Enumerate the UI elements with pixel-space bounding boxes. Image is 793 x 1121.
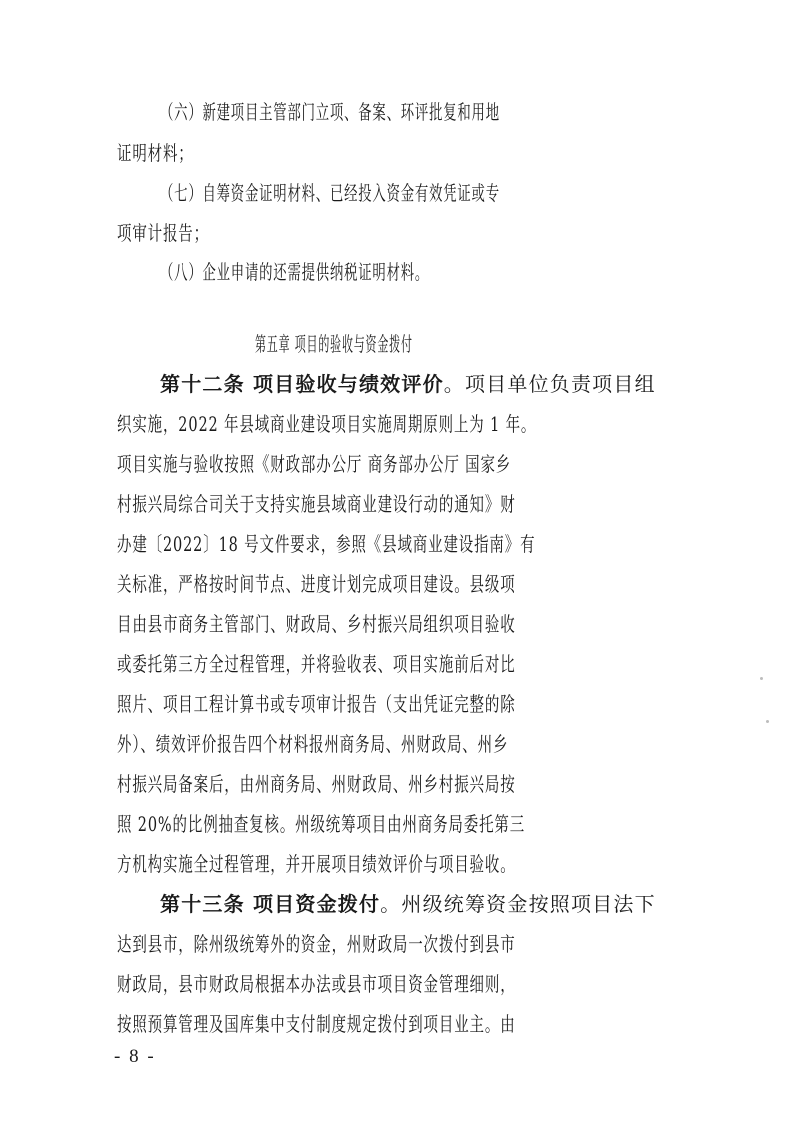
article-12-text: 村振兴局备案后，由州商务局、州财政局、州乡村振兴局按 xyxy=(117,772,516,796)
article-12-line-1 xyxy=(0,367,793,401)
article-12-line xyxy=(32,647,690,681)
article-12-line xyxy=(32,527,690,561)
item-7-text: （七）自筹资金证明材料、已经投入资金有效凭证或专 xyxy=(160,181,500,205)
article-12-text: 照片、项目工程计算书或专项审计报告（支出凭证完整的除 xyxy=(117,692,516,716)
article-13-line xyxy=(32,967,690,1001)
scan-speck xyxy=(766,720,769,723)
article-12-text: 村振兴局综合司关于支持实施县域商业建设行动的通知》财 xyxy=(117,492,516,516)
article-12-line xyxy=(32,807,690,841)
article-13-first-text: 。州级统筹资金按照项目法下 xyxy=(380,892,656,916)
item-6-line-2 xyxy=(32,136,690,170)
article-12-text: 照 20%的比例抽查复核。州级统筹项目由州商务局委托第三 xyxy=(117,812,526,836)
article-13-text: 财政局，县市财政局根据本办法或县市项目资金管理细则， xyxy=(117,972,516,996)
chapter-title xyxy=(115,327,690,361)
article-12-text: 或委托第三方全过程管理，并将验收表、项目实施前后对比 xyxy=(117,652,516,676)
item-6-text-cont: 证明材料； xyxy=(117,141,194,165)
page-number: - 8 - xyxy=(114,1046,156,1067)
article-12-line xyxy=(32,447,690,481)
article-12-line xyxy=(32,407,690,441)
article-13-text: 达到县市，除州级统筹外的资金，州财政局一次拨付到县市 xyxy=(117,932,516,956)
article-12-text: 关标准，严格按时间节点、进度计划完成项目建设。县级项 xyxy=(117,572,516,596)
chapter-title-text: 第五章 项目的验收与资金拨付 xyxy=(255,332,413,356)
article-13-label: 第十三条 项目资金拨付 xyxy=(160,892,381,916)
item-8-line-1 xyxy=(53,255,690,289)
item-8-text: （八）企业申请的还需提供纳税证明材料。 xyxy=(160,260,430,284)
article-13-line xyxy=(32,1007,690,1041)
article-13-line-1 xyxy=(0,887,793,921)
scan-speck xyxy=(760,677,763,680)
article-12-text: 织实施，2022 年县域商业建设项目实施周期原则上为 1 年。 xyxy=(117,412,537,436)
article-13-text: 按照预算管理及国库集中支付制度规定拨付到项目业主。由 xyxy=(117,1012,516,1036)
article-12-line xyxy=(32,687,690,721)
article-12-line xyxy=(32,847,690,881)
item-7-text-cont: 项审计报告； xyxy=(117,221,209,245)
article-12-line xyxy=(32,487,690,521)
article-12-text: 办建〔2022〕18 号文件要求，参照《县域商业建设指南》有 xyxy=(117,532,536,556)
item-6-text: （六）新建项目主管部门立项、备案、环评批复和用地 xyxy=(160,100,500,124)
article-12-first-text: 。项目单位负责项目组 xyxy=(443,372,656,396)
item-7-line-2 xyxy=(32,216,690,250)
article-12-text: 外）、绩效评价报告四个材料报州商务局、州财政局、州乡 xyxy=(117,732,509,756)
article-12-line xyxy=(32,767,690,801)
article-12-line xyxy=(32,567,690,601)
article-12-label: 第十二条 项目验收与绩效评价 xyxy=(160,372,444,396)
item-7-line-1 xyxy=(53,176,690,210)
article-12-text: 方机构实施全过程管理，并开展项目绩效评价与项目验收。 xyxy=(117,852,516,876)
article-12-text: 目由县市商务主管部门、财政局、乡村振兴局组织项目验收 xyxy=(117,612,516,636)
article-12-line xyxy=(32,607,690,641)
item-6-line-1 xyxy=(53,95,690,129)
article-12-text: 项目实施与验收按照《财政部办公厅 商务部办公厅 国家乡 xyxy=(117,452,512,476)
article-12-line xyxy=(32,727,690,761)
article-13-line xyxy=(32,927,690,961)
